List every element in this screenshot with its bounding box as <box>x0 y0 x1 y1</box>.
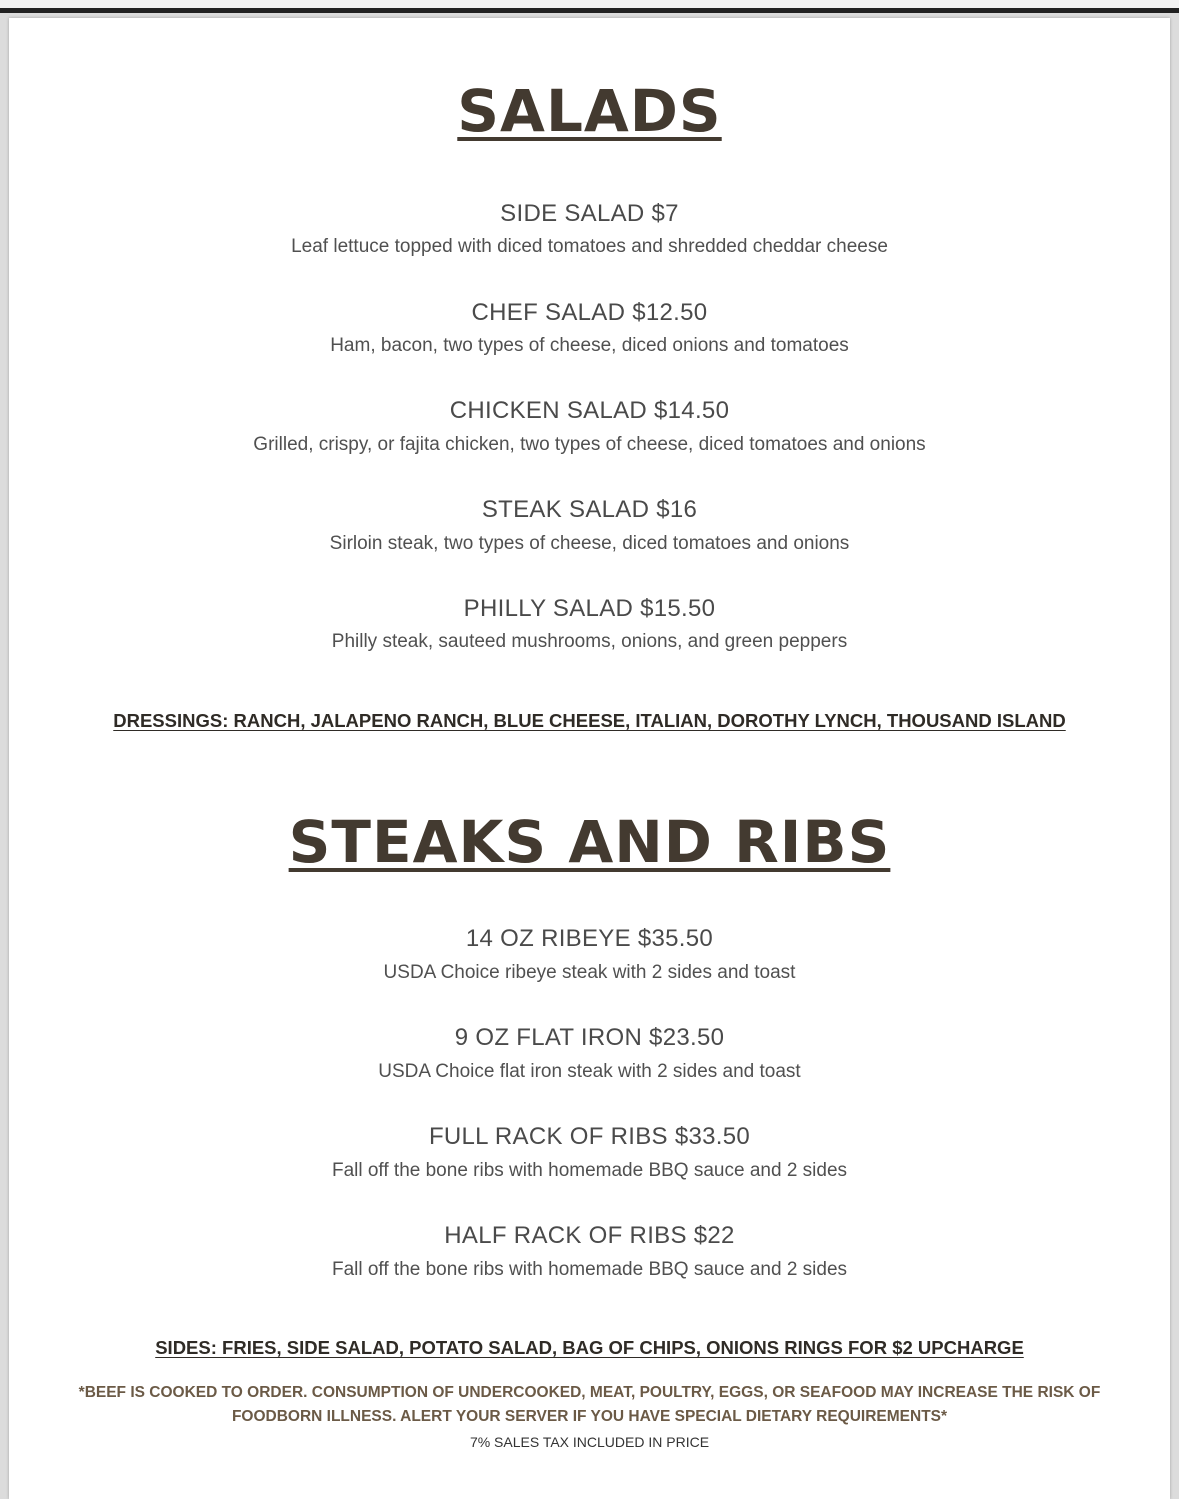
menu-page[interactable] <box>9 18 1170 1499</box>
disclaimer-line-2: FOODBORN ILLNESS. ALERT YOUR SERVER IF YOU HAVE SPECIAL DIETARY REQUIREMENTS* <box>231 1408 948 1425</box>
sales-tax-note: 7% SALES TAX INCLUDED IN PRICE <box>469 1434 710 1450</box>
menu-item-description: Leaf lettuce topped with diced tomatoes and shredded cheddar cheese <box>291 236 888 257</box>
menu-item-name: 14 OZ RIBEYE $35.50 <box>465 925 714 952</box>
disclaimer-line-1: *BEEF IS COOKED TO ORDER. CONSUMPTION OF UNDERCOOKED, MEAT, POULTRY, EGGS, OR SEAFOOD MAY INCREASE THE RISK OF <box>78 1384 1101 1401</box>
menu-item-name: STEAK SALAD $16 <box>481 496 698 523</box>
viewer-top-bar <box>0 0 1179 13</box>
menu-item-description: USDA Choice flat iron steak with 2 sides and toast <box>378 1061 801 1082</box>
menu-item-name: 9 OZ FLAT IRON $23.50 <box>454 1024 725 1051</box>
menu-item-description: Fall off the bone ribs with homemade BBQ sauce and 2 sides <box>331 1259 848 1280</box>
menu-item-description: Philly steak, sauteed mushrooms, onions, and green peppers <box>331 631 848 652</box>
menu-item-name: FULL RACK OF RIBS $33.50 <box>428 1123 751 1150</box>
dressings-note: DRESSINGS: RANCH, JALAPENO RANCH, BLUE CHEESE, ITALIAN, DOROTHY LYNCH, THOUSAND ISLAND <box>113 710 1066 731</box>
menu-item-description: Ham, bacon, two types of cheese, diced onions and tomatoes <box>330 335 849 356</box>
menu-item-name: CHEF SALAD $12.50 <box>471 299 708 326</box>
menu-item-name: PHILLY SALAD $15.50 <box>463 595 716 622</box>
menu-item-description: USDA Choice ribeye steak with 2 sides and toast <box>383 962 796 983</box>
steaks-heading: STEAKS AND RIBS <box>288 808 891 876</box>
salads-heading: SALADS <box>457 77 722 145</box>
menu-item-name: SIDE SALAD $7 <box>500 200 679 227</box>
menu-item-description: Sirloin steak, two types of cheese, diced tomatoes and onions <box>329 533 850 554</box>
menu-item-name: CHICKEN SALAD $14.50 <box>449 397 730 424</box>
menu-item-description: Fall off the bone ribs with homemade BBQ sauce and 2 sides <box>331 1160 848 1181</box>
food-safety-disclaimer <box>9 1381 1170 1429</box>
menu-item-name: HALF RACK OF RIBS $22 <box>444 1222 735 1249</box>
menu-item-description: Grilled, crispy, or fajita chicken, two types of cheese, diced tomatoes and onions <box>253 434 926 455</box>
sides-note: SIDES: FRIES, SIDE SALAD, POTATO SALAD, BAG OF CHIPS, ONIONS RINGS FOR $2 UPCHARGE <box>155 1337 1024 1358</box>
